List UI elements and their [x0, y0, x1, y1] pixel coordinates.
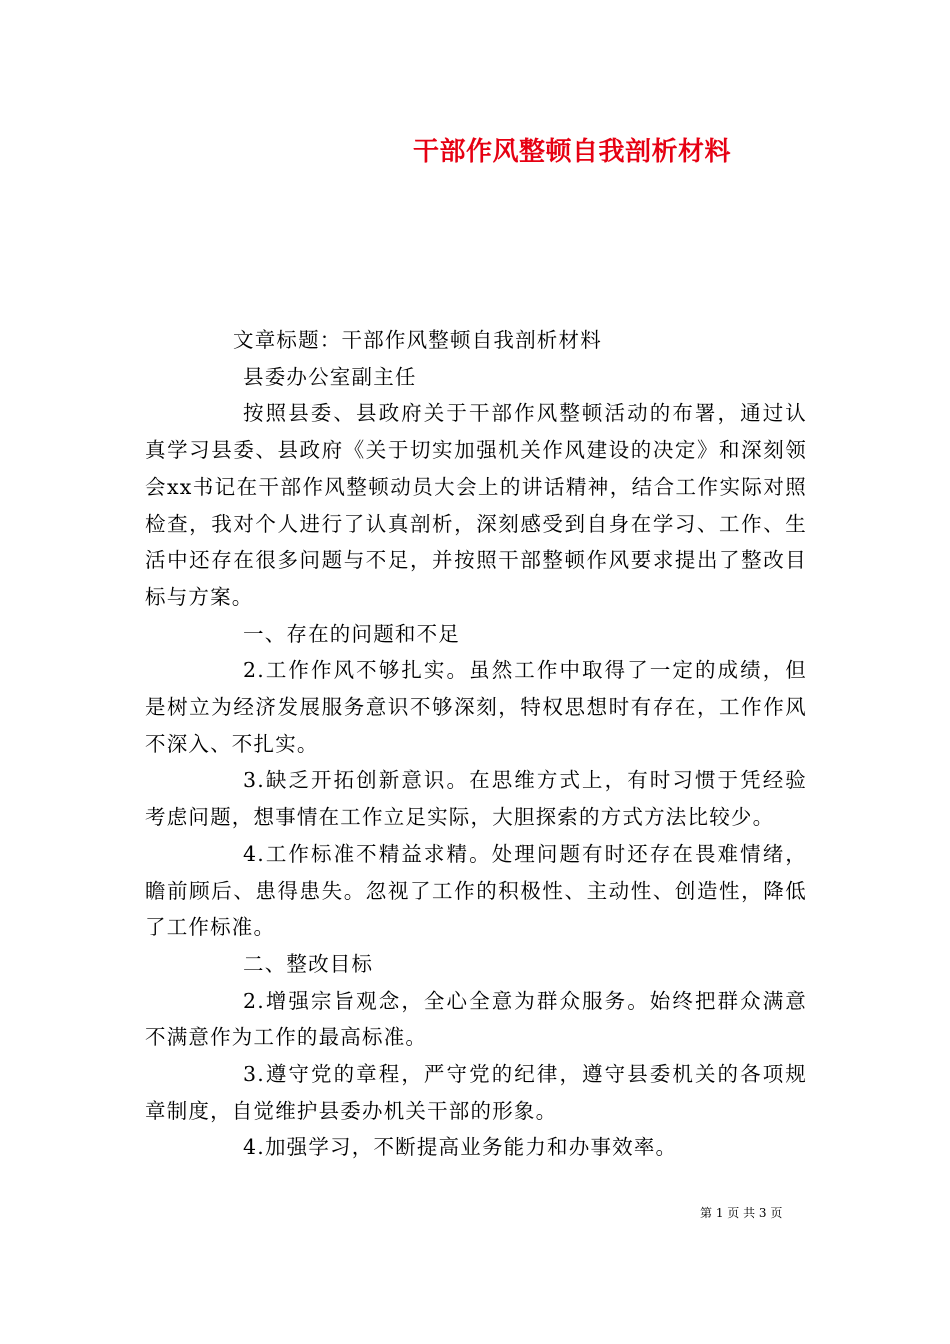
paragraph-intro: 按照县委、县政府关于干部作风整顿活动的布署，通过认真学习县委、县政府《关于切实加强机关作风建设的决定》和深刻领会xx书记在干部作风整顿动员大会上的讲话精神，结合工作实际对照检查，我对个人进行了认真剖析，深刻感受到自身在学习、工作、生活中还存在很多问题与不足，并按照干部整顿作风要求提出了整改目标与方案。 — [145, 401, 807, 609]
paragraph-goal-2: 2.增强宗旨观念，全心全意为群众服务。始终把群众满意不满意作为工作的最高标准。 — [145, 988, 807, 1050]
page-number: 第 1 页 共 3 页 — [700, 1206, 783, 1220]
paragraph-goal-4: 4.加强学习，不断提高业务能力和办事效率。 — [243, 1135, 678, 1160]
document-title: 干部作风整顿自我剖析材料 — [413, 137, 732, 167]
paragraph-problem-3: 3.缺乏开拓创新意识。在思维方式上，有时习惯于凭经验考虑问题，想事情在工作立足实际，大胆探索的方式方法比较少。 — [145, 768, 807, 830]
section-heading-problems: 一、存在的问题和不足 — [243, 621, 460, 646]
document-body — [145, 322, 807, 1166]
paragraph-problem-2: 2.工作作风不够扎实。虽然工作中取得了一定的成绩，但是树立为经济发展服务意识不够深刻，特权思想时有存在，工作作风不深入、不扎实。 — [145, 658, 807, 756]
paragraph-problem-4: 4.工作标准不精益求精。处理问题有时还存在畏难情绪，瞻前顾后、患得患失。忽视了工作的积极性、主动性、创造性，降低了工作标准。 — [145, 841, 807, 940]
article-title-line: 文章标题：干部作风整顿自我剖析材料 — [233, 328, 602, 352]
author-line: 县委办公室副主任 — [243, 364, 417, 389]
section-heading-goals: 二、整改目标 — [243, 951, 374, 976]
paragraph-goal-3: 3.遵守党的章程，严守党的纪律，遵守县委机关的各项规章制度，自觉维护县委办机关干部的形象。 — [145, 1062, 807, 1123]
